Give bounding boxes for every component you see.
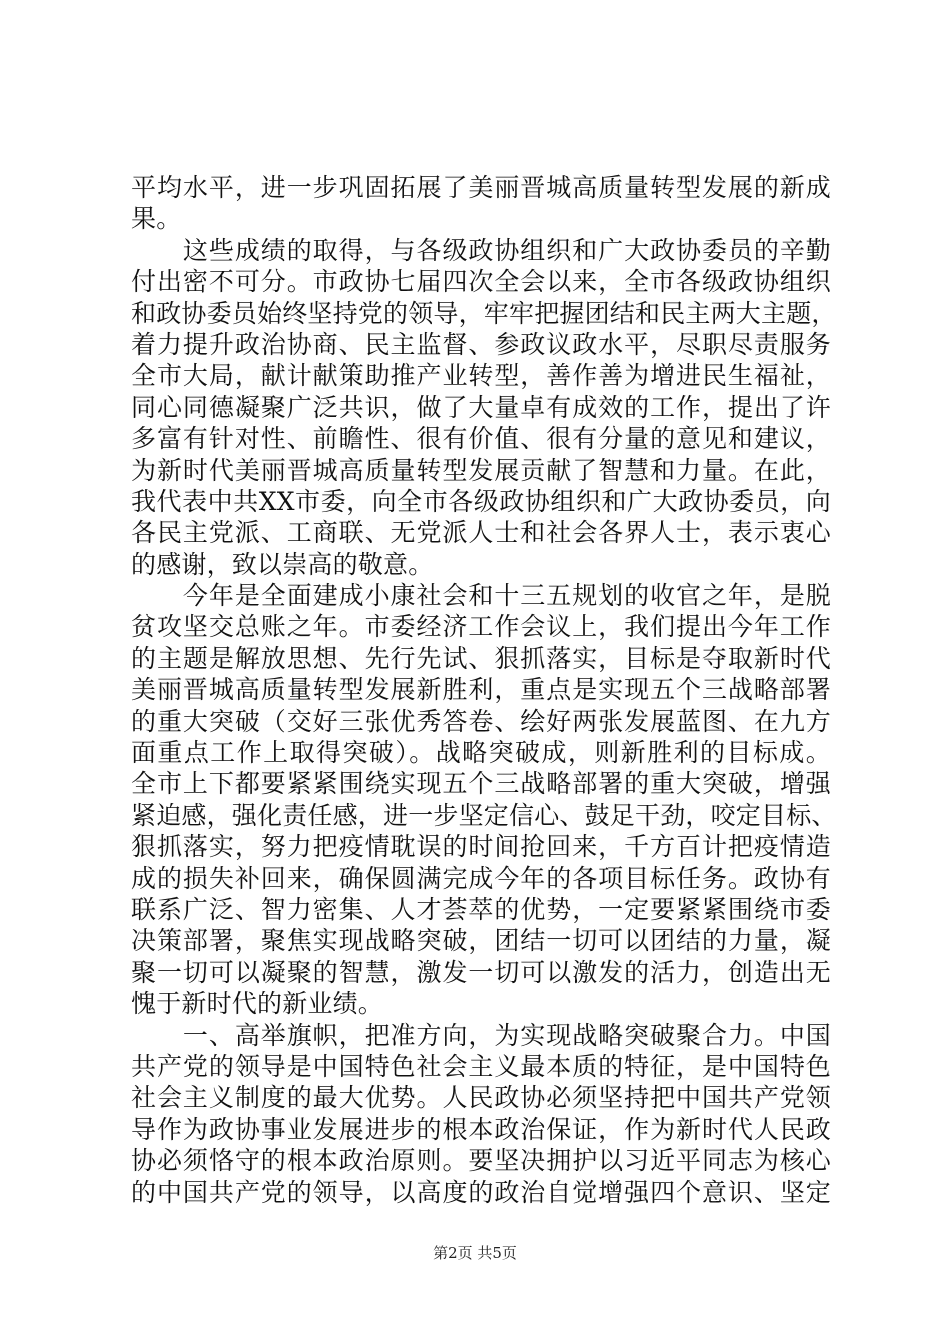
text-line: 的重大突破（交好三张优秀答卷、绘好两张发展蓝图、在九方 <box>131 706 831 736</box>
text-line: 付出密不可分。市政协七届四次全会以来，全市各级政协组织 <box>131 267 831 297</box>
text-line: 为新时代美丽晋城高质量转型发展贡献了智慧和力量。在此， <box>131 455 831 485</box>
text-line: 愧于新时代的新业绩。 <box>131 989 384 1019</box>
text-line: 狠抓落实，努力把疫情耽误的时间抢回来，千方百计把疫情造 <box>131 832 831 862</box>
text-line: 聚一切可以凝聚的智慧，激发一切可以激发的活力，创造出无 <box>131 957 831 987</box>
text-line: 面重点工作上取得突破）。战略突破成，则新胜利的目标成。 <box>131 738 831 768</box>
text-line: 导作为政协事业发展进步的根本政治保证，作为新时代人民政 <box>131 1114 831 1144</box>
text-line: 协必须恪守的根本政治原则。要坚决拥护以习近平同志为核心 <box>131 1146 831 1176</box>
text-line: 今年是全面建成小康社会和十三五规划的收官之年，是脱 <box>131 581 831 611</box>
text-line: 一、高举旗帜，把准方向，为实现战略突破聚合力。中国 <box>131 1020 831 1050</box>
text-line: 社会主义制度的最大优势。人民政协必须坚持把中国共产党领 <box>131 1083 831 1113</box>
text-line: 共产党的领导是中国特色社会主义最本质的特征，是中国特色 <box>131 1051 831 1081</box>
text-line: 成的损失补回来，确保圆满完成今年的各项目标任务。政协有 <box>131 863 831 893</box>
text-line: 决策部署，聚焦实现战略突破，团结一切可以团结的力量，凝 <box>131 926 831 956</box>
text-line: 联系广泛、智力密集、人才荟萃的优势，一定要紧紧围绕市委 <box>131 894 831 924</box>
text-line: 的感谢，致以崇高的敬意。 <box>131 549 434 579</box>
text-line: 着力提升政治协商、民主监督、参政议政水平，尽职尽责服务 <box>131 329 831 359</box>
text-line: 美丽晋城高质量转型发展新胜利，重点是实现五个三战略部署 <box>131 675 831 705</box>
text-line: 全市上下都要紧紧围绕实现五个三战略部署的重大突破，增强 <box>131 769 831 799</box>
text-line: 和政协委员始终坚持党的领导，牢牢把握团结和民主两大主题， <box>131 298 837 328</box>
text-line: 全市大局，献计献策助推产业转型，善作善为增进民生福祉， <box>131 361 831 391</box>
text-line: 同心同德凝聚广泛共识，做了大量卓有成效的工作，提出了许 <box>131 392 831 422</box>
text-line: 平均水平，进一步巩固拓展了美丽晋城高质量转型发展的新成 <box>131 173 831 202</box>
text-line: 我代表中共XX市委，向全市各级政协组织和广大政协委员，向 <box>131 486 831 516</box>
document-body <box>131 172 837 1208</box>
text-line: 的主题是解放思想、先行先试、狠抓落实，目标是夺取新时代 <box>131 643 831 673</box>
text-line: 多富有针对性、前瞻性、很有价值、很有分量的意见和建议， <box>131 424 831 454</box>
text-line: 的中国共产党的领导，以高度的政治自觉增强四个意识、坚定 <box>131 1177 831 1207</box>
text-line: 各民主党派、工商联、无党派人士和社会各界人士，表示衷心 <box>131 518 831 548</box>
text-line: 紧迫感，强化责任感，进一步坚定信心、鼓足干劲，咬定目标、 <box>131 800 837 830</box>
text-line: 果。 <box>131 204 182 234</box>
text-line: 贫攻坚交总账之年。市委经济工作会议上，我们提出今年工作 <box>131 612 831 642</box>
page-footer: 第2页 共5页 <box>433 1244 517 1262</box>
text-line: 这些成绩的取得，与各级政协组织和广大政协委员的辛勤 <box>131 235 831 265</box>
